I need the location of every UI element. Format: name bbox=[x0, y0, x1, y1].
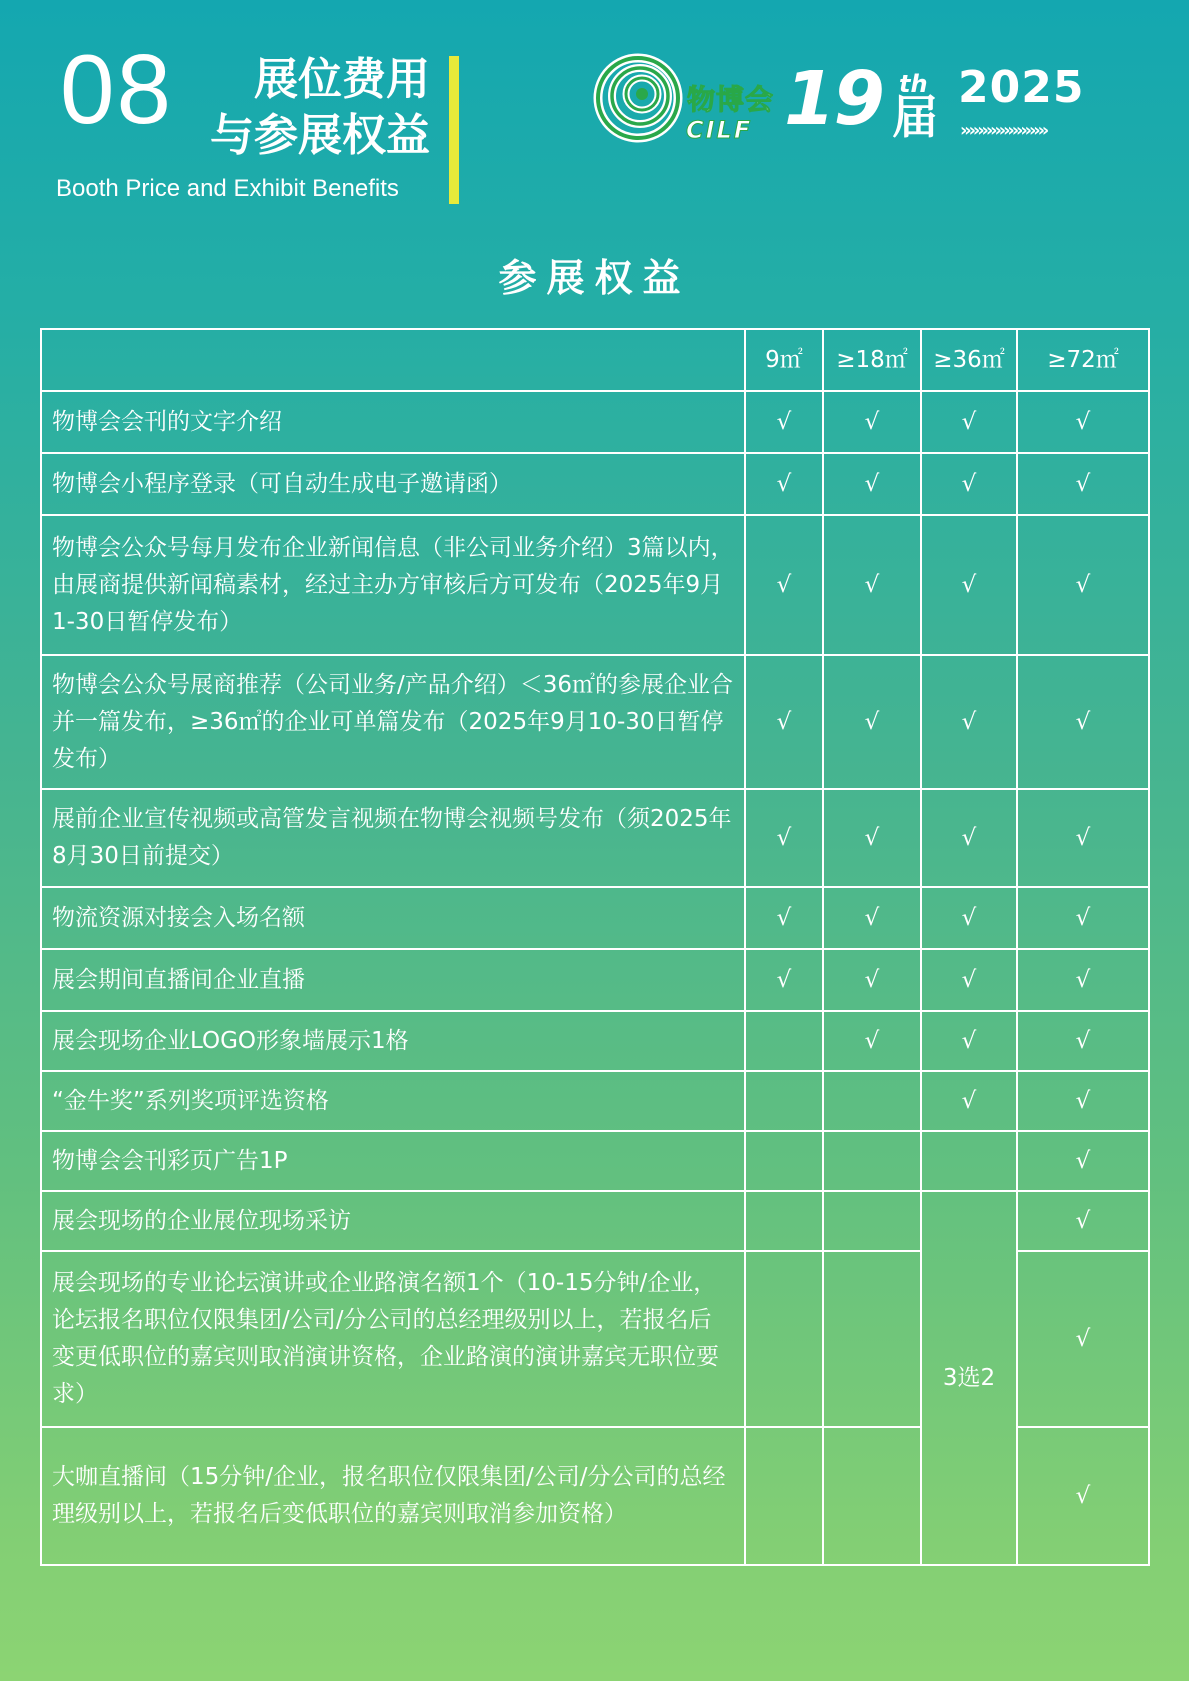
accent-divider bbox=[449, 56, 459, 204]
column-header-36: ≥36㎡ bbox=[921, 329, 1017, 391]
column-header-18: ≥18㎡ bbox=[823, 329, 921, 391]
check-cell: √ bbox=[745, 391, 823, 453]
benefit-description: 物博会会刊的文字介绍 bbox=[41, 391, 745, 453]
check-cell: √ bbox=[745, 789, 823, 887]
benefit-description: 展前企业宣传视频或高管发言视频在物博会视频号发布（须2025年8月30日前提交） bbox=[41, 789, 745, 887]
logo-name-cn: 物博会 bbox=[687, 83, 775, 116]
benefits-table bbox=[40, 328, 1150, 1566]
check-cell bbox=[921, 1131, 1017, 1191]
check-cell: √ bbox=[1017, 453, 1149, 515]
benefit-description: 展会现场的企业展位现场采访 bbox=[41, 1191, 745, 1251]
check-cell: √ bbox=[1017, 655, 1149, 789]
check-cell: √ bbox=[1017, 1427, 1149, 1565]
check-cell: √ bbox=[921, 789, 1017, 887]
table-row bbox=[41, 515, 1149, 655]
check-cell bbox=[745, 1191, 823, 1251]
check-cell bbox=[745, 1131, 823, 1191]
check-cell bbox=[745, 1427, 823, 1565]
benefit-description: “金牛奖”系列奖项评选资格 bbox=[41, 1071, 745, 1131]
check-cell: √ bbox=[1017, 949, 1149, 1011]
check-cell: √ bbox=[921, 391, 1017, 453]
check-cell: √ bbox=[1017, 1011, 1149, 1071]
check-cell: √ bbox=[1017, 1251, 1149, 1427]
check-cell: √ bbox=[1017, 515, 1149, 655]
logo-name-en: CILF bbox=[686, 116, 753, 144]
table-row bbox=[41, 1071, 1149, 1131]
choose-two-of-three-note: 3选2 bbox=[921, 1191, 1017, 1565]
check-cell: √ bbox=[1017, 1071, 1149, 1131]
section-title-line1: 展位费用 bbox=[254, 54, 430, 105]
check-cell: √ bbox=[1017, 391, 1149, 453]
check-cell: √ bbox=[1017, 789, 1149, 887]
section-title-line2: 与参展权益 bbox=[210, 110, 430, 161]
table-row bbox=[41, 949, 1149, 1011]
logo-chevrons-icon: »»»»»»»»»» bbox=[960, 120, 1047, 141]
check-cell bbox=[745, 1011, 823, 1071]
check-cell: √ bbox=[823, 391, 921, 453]
check-cell: √ bbox=[921, 1071, 1017, 1131]
table-header-row bbox=[41, 329, 1149, 391]
check-cell: √ bbox=[745, 949, 823, 1011]
table-row bbox=[41, 391, 1149, 453]
column-header-72: ≥72㎡ bbox=[1017, 329, 1149, 391]
section-subtitle-en: Booth Price and Exhibit Benefits bbox=[56, 175, 399, 202]
table-row bbox=[41, 789, 1149, 887]
check-cell: √ bbox=[1017, 1191, 1149, 1251]
benefit-description: 物博会公众号每月发布企业新闻信息（非公司业务介绍）3篇以内，由展商提供新闻稿素材，经过主办方审核后方可发布（2025年9月1-30日暂停发布） bbox=[41, 515, 745, 655]
benefit-description: 物博会公众号展商推荐（公司业务/产品介绍）＜36㎡的参展企业合并一篇发布，≥36㎡的企业可单篇发布（2025年9月10-30日暂停发布） bbox=[41, 655, 745, 789]
check-cell: √ bbox=[1017, 887, 1149, 949]
check-cell bbox=[745, 1071, 823, 1131]
table-row bbox=[41, 887, 1149, 949]
check-cell: √ bbox=[921, 887, 1017, 949]
benefit-description: 物流资源对接会入场名额 bbox=[41, 887, 745, 949]
check-cell bbox=[823, 1251, 921, 1427]
table-row bbox=[41, 453, 1149, 515]
benefit-description: 物博会小程序登录（可自动生成电子邀请函） bbox=[41, 453, 745, 515]
check-cell: √ bbox=[745, 655, 823, 789]
check-cell: √ bbox=[1017, 1131, 1149, 1191]
check-cell: √ bbox=[745, 515, 823, 655]
column-header-9: 9㎡ bbox=[745, 329, 823, 391]
benefit-description: 展会现场企业LOGO形象墙展示1格 bbox=[41, 1011, 745, 1071]
check-cell bbox=[745, 1251, 823, 1427]
check-cell: √ bbox=[745, 887, 823, 949]
check-cell: √ bbox=[823, 453, 921, 515]
benefit-description: 大咖直播间（15分钟/企业，报名职位仅限集团/公司/分公司的总经理级别以上，若报名后变低职位的嘉宾则取消参加资格） bbox=[41, 1427, 745, 1565]
logo-edition-number: 19 bbox=[784, 56, 883, 142]
check-cell bbox=[823, 1427, 921, 1565]
check-cell: √ bbox=[823, 887, 921, 949]
page-header bbox=[0, 0, 1189, 220]
benefit-description: 物博会会刊彩页广告1P bbox=[41, 1131, 745, 1191]
benefit-description: 展会现场的专业论坛演讲或企业路演名额1个（10-15分钟/企业，论坛报名职位仅限集团/公司/分公司的总经理级别以上，若报名后变更低职位的嘉宾则取消演讲资格，企业路演的演讲嘉宾无职位要求） bbox=[41, 1251, 745, 1427]
cilf-logo bbox=[592, 50, 1085, 150]
check-cell: √ bbox=[823, 1011, 921, 1071]
check-cell: √ bbox=[823, 789, 921, 887]
check-cell: √ bbox=[921, 453, 1017, 515]
logo-edition-suffix: th bbox=[899, 70, 928, 98]
check-cell bbox=[823, 1071, 921, 1131]
check-cell: √ bbox=[823, 655, 921, 789]
table-row bbox=[41, 1131, 1149, 1191]
logo-year: 2025 bbox=[958, 62, 1085, 113]
table-row bbox=[41, 1191, 1149, 1251]
section-title bbox=[190, 52, 430, 164]
benefit-description: 展会期间直播间企业直播 bbox=[41, 949, 745, 1011]
check-cell bbox=[823, 1191, 921, 1251]
check-cell: √ bbox=[745, 453, 823, 515]
section-number: 08 bbox=[60, 34, 174, 144]
check-cell: √ bbox=[921, 949, 1017, 1011]
table-row bbox=[41, 655, 1149, 789]
logo-edition-word: 届 bbox=[892, 90, 938, 144]
table-row bbox=[41, 1011, 1149, 1071]
check-cell bbox=[823, 1131, 921, 1191]
page-title: 参展权益 bbox=[498, 256, 691, 300]
check-cell: √ bbox=[921, 1011, 1017, 1071]
logo-ring-icon bbox=[592, 50, 688, 146]
check-cell: √ bbox=[823, 515, 921, 655]
check-cell: √ bbox=[921, 515, 1017, 655]
check-cell: √ bbox=[823, 949, 921, 1011]
check-cell: √ bbox=[921, 655, 1017, 789]
column-header-item bbox=[41, 329, 745, 391]
